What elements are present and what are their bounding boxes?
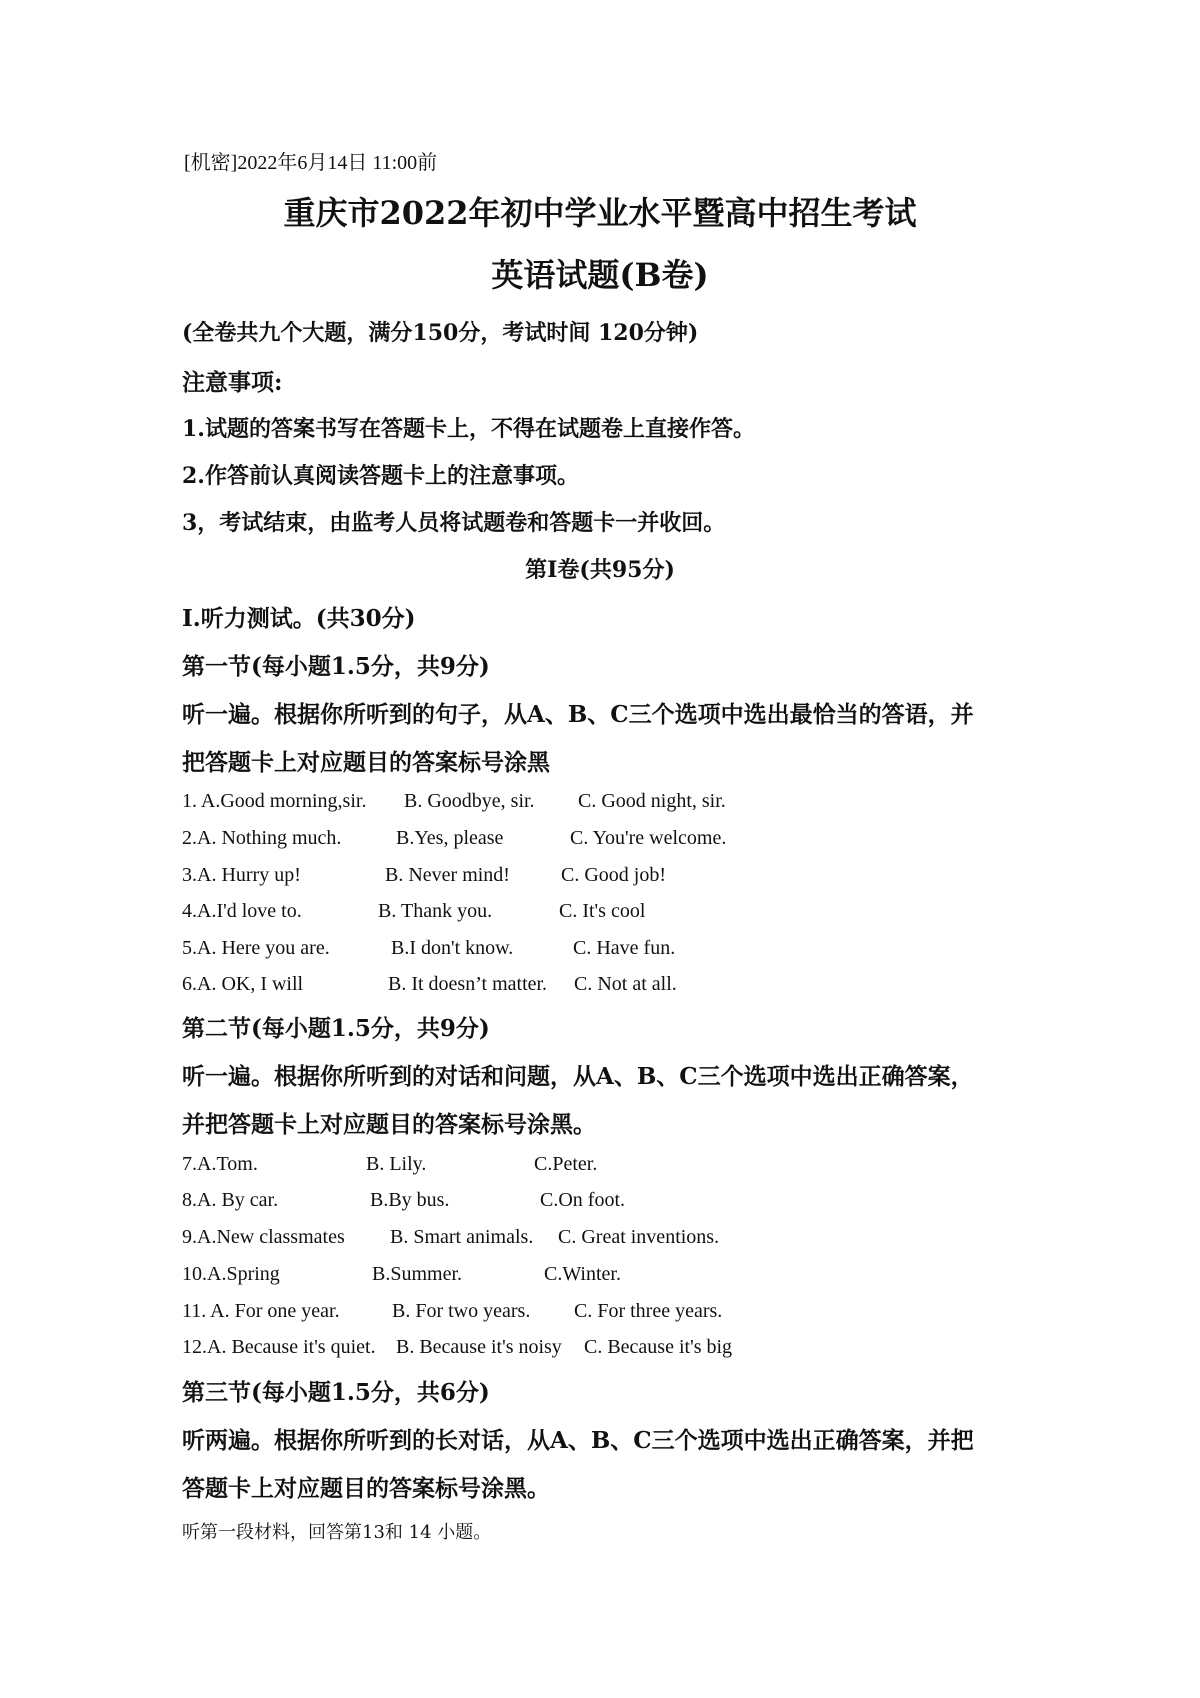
sec3-instruction: 听两遍。根据你所听到的长对话，从A、B、C三个选项中选出正确答案，并把	[182, 1427, 974, 1454]
option-a: 2.A. Nothing much.	[182, 827, 342, 849]
option-a: 10.A.Spring	[182, 1263, 280, 1285]
note-item: 2.作答前认真阅读答题卡上的注意事项。	[182, 463, 579, 489]
section-title: I.听力测试。(共30分)	[182, 605, 416, 632]
option-a: 11. A. For one year.	[182, 1300, 340, 1322]
option-b: B.By bus.	[370, 1189, 450, 1211]
option-b: B. Because it's noisy	[396, 1336, 562, 1358]
option-a: 8.A. By car.	[182, 1189, 279, 1211]
option-b: B. It doesn’t matter.	[388, 973, 548, 995]
option-b: B. Thank you.	[378, 900, 493, 922]
exam-subtitle: 英语试题(B卷)	[491, 256, 709, 294]
option-b: B. Goodbye, sir.	[404, 790, 535, 812]
option-b: B. For two years.	[392, 1300, 531, 1322]
option-c: C. Have fun.	[573, 937, 676, 959]
note-item: 1.试题的答案书写在答题卡上，不得在试题卷上直接作答。	[182, 416, 755, 442]
sec1-instruction: 听一遍。根据你所听到的句子，从A、B、C三个选项中选出最恰当的答语，并	[182, 701, 974, 728]
sec2-instruction: 听一遍。根据你所听到的对话和问题，从A、B、C三个选项中选出正确答案，	[182, 1063, 974, 1090]
option-b: B.Yes, please	[396, 827, 504, 849]
exam-title: 重庆市2022年初中学业水平暨高中招生考试	[283, 194, 917, 232]
option-c: C. Because it's big	[584, 1336, 733, 1358]
option-b: B. Lily.	[366, 1153, 427, 1175]
part-title: 第I卷(共95分)	[525, 557, 675, 583]
sec2-title: 第二节(每小题1.5分，共9分)	[182, 1015, 490, 1042]
sec3-title: 第三节(每小题1.5分，共6分)	[182, 1379, 490, 1406]
sec1-instruction: 把答题卡上对应题目的答案标号涂黑	[182, 749, 550, 776]
option-c: C. Good night, sir.	[578, 790, 726, 812]
option-a: 6.A. OK, I will	[182, 973, 304, 995]
option-b: B.Summer.	[372, 1263, 463, 1285]
option-c: C. Great inventions.	[558, 1226, 720, 1248]
option-c: C.On foot.	[540, 1189, 625, 1211]
option-a: 12.A. Because it's quiet.	[182, 1336, 376, 1358]
option-a: 5.A. Here you are.	[182, 937, 330, 959]
sec3-note: 听第一段材料，回答第13和 14 小题。	[182, 1522, 492, 1543]
option-c: C. For three years.	[574, 1300, 723, 1322]
option-b: B. Smart animals.	[390, 1226, 534, 1248]
option-a: 9.A.New classmates	[182, 1226, 345, 1248]
sec3-instruction: 答题卡上对应题目的答案标号涂黑。	[182, 1475, 550, 1502]
note-item: 3，考试结束，由监考人员将试题卷和答题卡一并收回。	[182, 510, 726, 536]
option-c: C.Winter.	[544, 1263, 621, 1285]
confidential-note: [机密]2022年6月14日 11:00前	[184, 152, 438, 174]
option-b: B.I don't know.	[391, 937, 514, 959]
option-a: 3.A. Hurry up!	[182, 864, 301, 886]
option-a: 1. A.Good morning,sir.	[182, 790, 367, 812]
sec1-title: 第一节(每小题1.5分，共9分)	[182, 653, 490, 680]
option-c: C. Good job!	[561, 864, 666, 886]
notes-title: 注意事项:	[182, 369, 283, 396]
exam-summary: (全卷共九个大题，满分150分，考试时间 120分钟)	[182, 320, 699, 346]
option-c: C. You're welcome.	[570, 827, 727, 849]
option-c: C. It's cool	[559, 900, 646, 922]
sec2-instruction: 并把答题卡上对应题目的答案标号涂黑。	[182, 1111, 596, 1138]
option-c: C.Peter.	[534, 1153, 598, 1175]
option-a: 7.A.Tom.	[182, 1153, 258, 1175]
option-a: 4.A.I'd love to.	[182, 900, 302, 922]
option-c: C. Not at all.	[574, 973, 677, 995]
option-b: B. Never mind!	[385, 864, 510, 886]
